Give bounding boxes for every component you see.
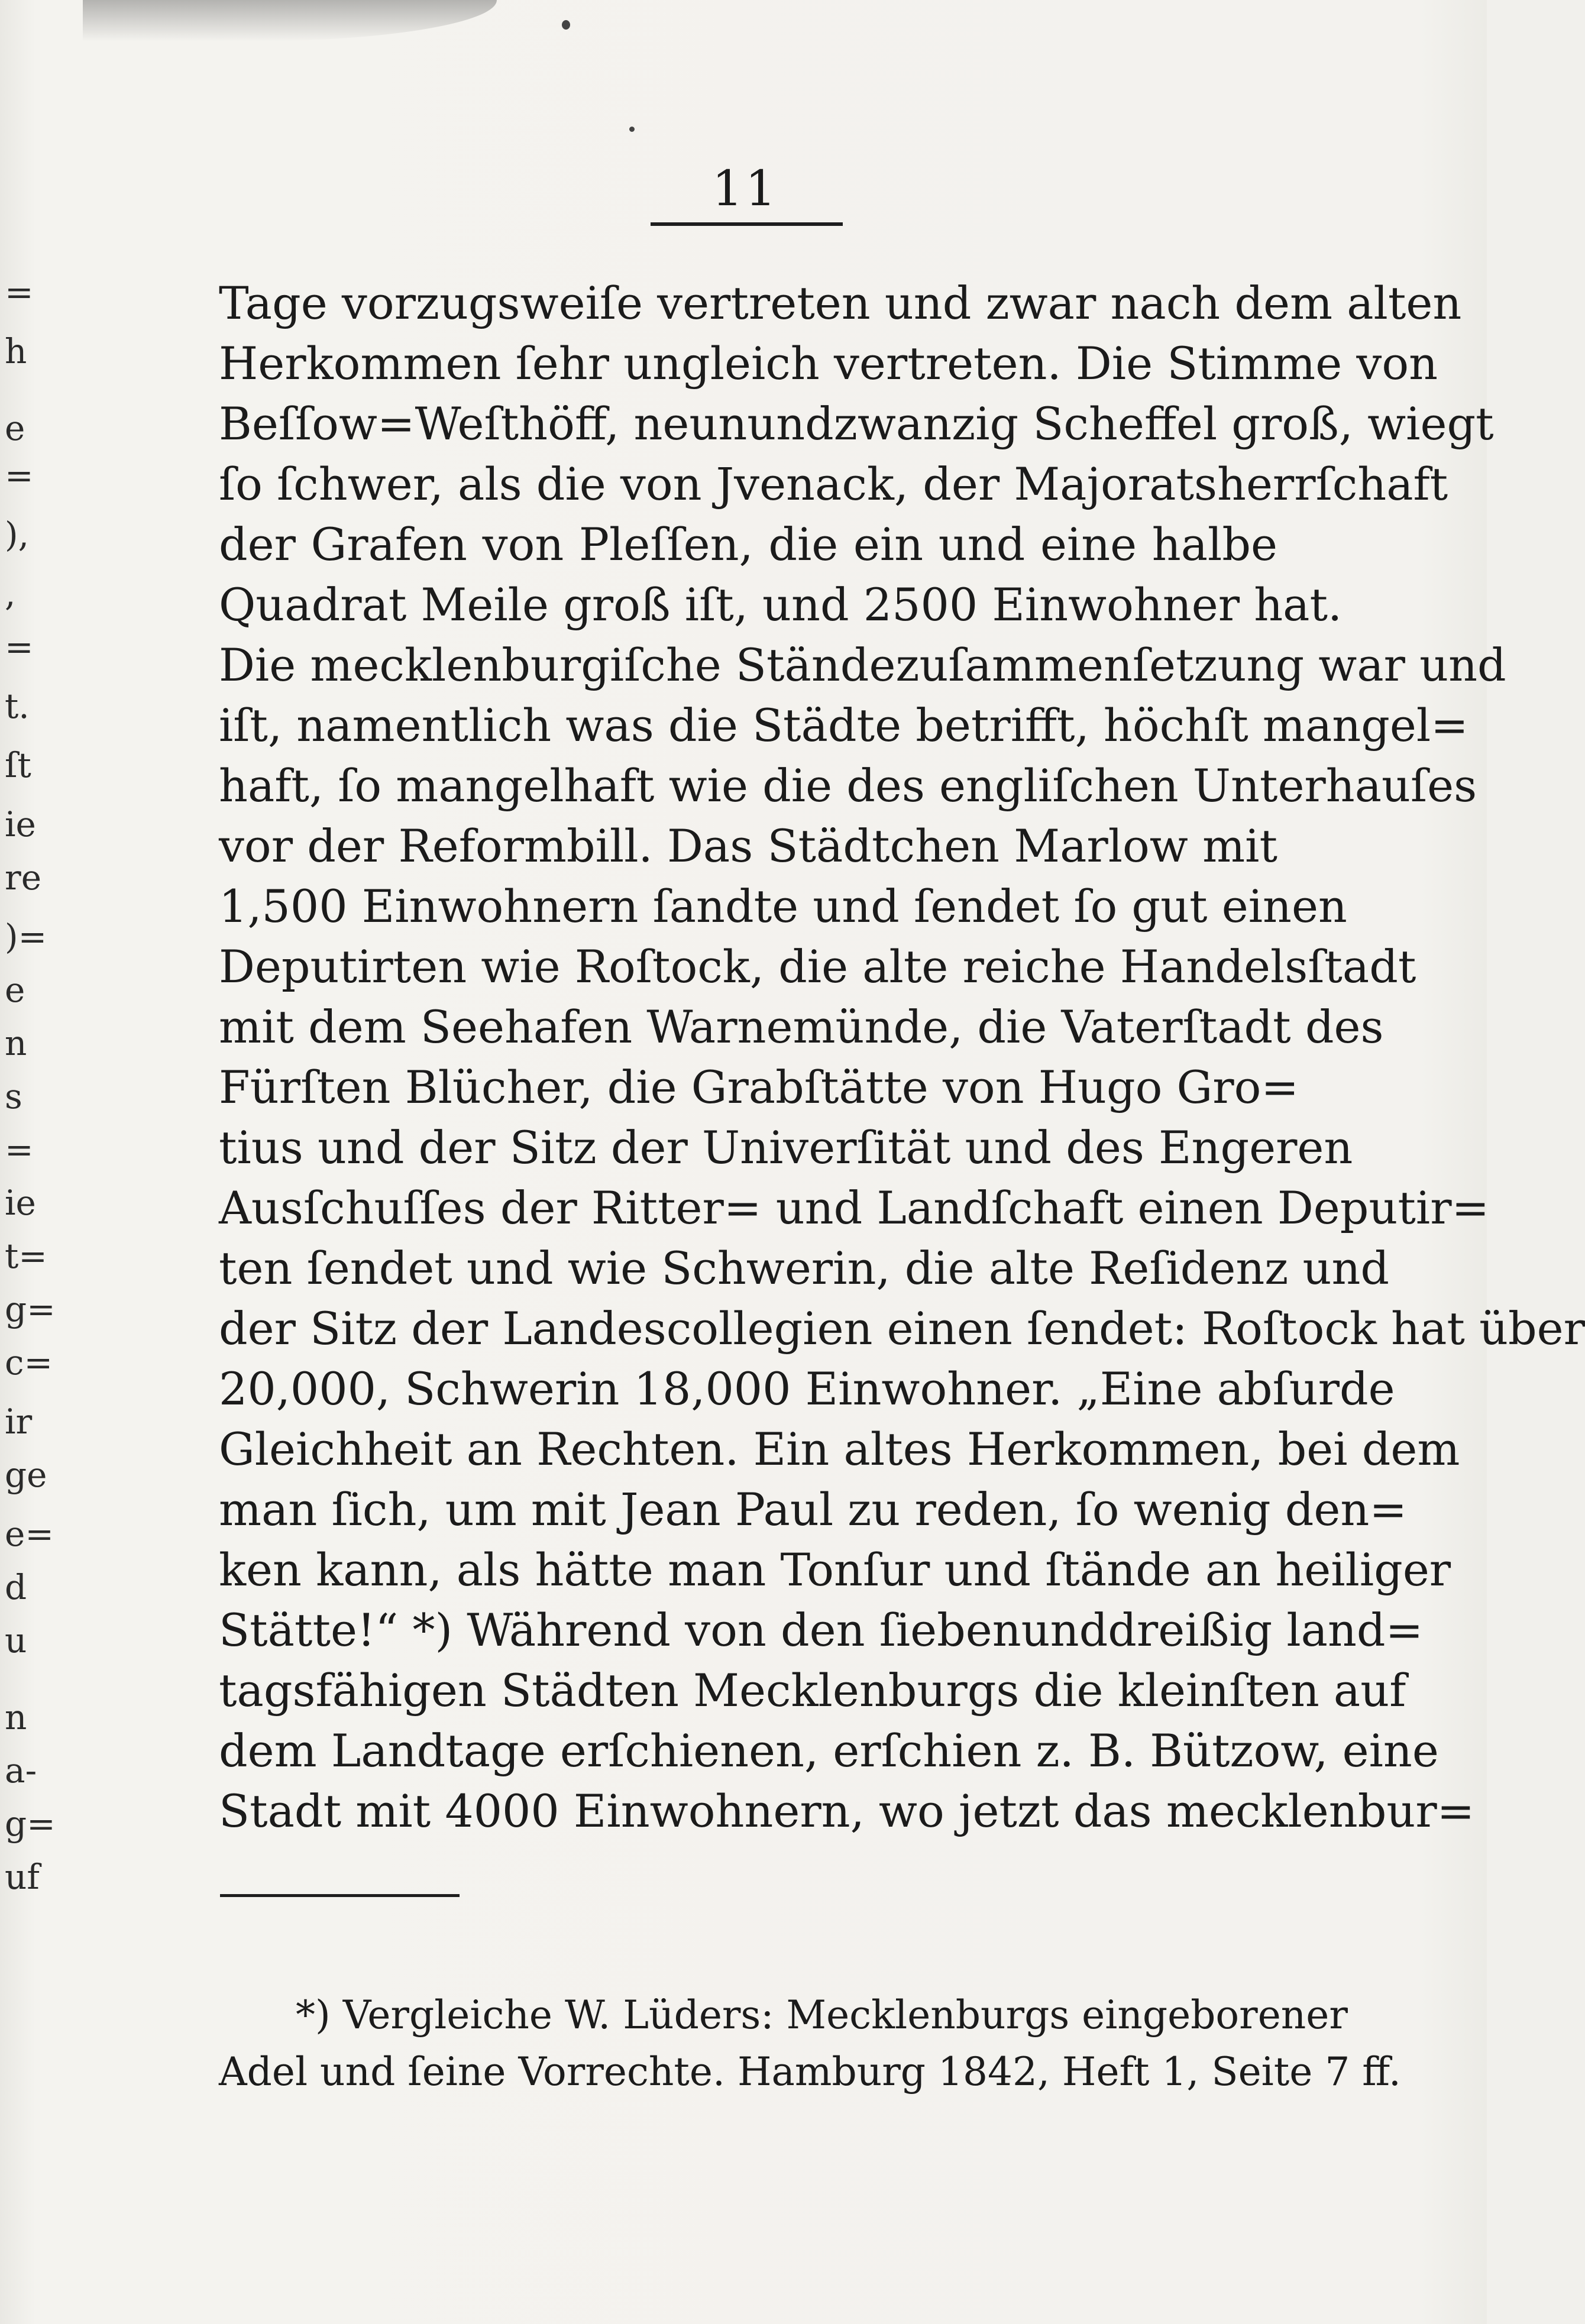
text-line: ken kann, als hätte man Tonſur und ſtände an heiliger bbox=[219, 1543, 1451, 1596]
bleed-fragment: d bbox=[5, 1567, 27, 1607]
bleed-fragment: ſt bbox=[5, 745, 31, 785]
bleed-fragment: ie bbox=[5, 804, 36, 844]
bleed-fragment: t. bbox=[5, 686, 30, 726]
bleed-fragment: g= bbox=[5, 1804, 56, 1844]
scan-shadow bbox=[83, 0, 497, 41]
text-line: Deputirten wie Roſtock, die alte reiche Handelsſtadt bbox=[219, 940, 1416, 993]
text-line: der Grafen von Pleſſen, die ein und eine halbe bbox=[219, 518, 1277, 571]
bleed-fragment: )= bbox=[5, 917, 47, 957]
text-line: Tage vorzugsweiſe vertreten und zwar nach dem alten bbox=[219, 277, 1462, 329]
text-line: Stadt mit 4000 Einwohnern, wo jetzt das mecklenbur= bbox=[219, 1785, 1475, 1837]
text-line: ten ſendet und wie Schwerin, die alte Reſidenz und bbox=[219, 1242, 1390, 1294]
text-line: Die mecklenburgiſche Ständezuſammenſetzung war und bbox=[219, 639, 1506, 691]
text-line: Fürſten Blücher, die Grabſtätte von Hugo Gro= bbox=[219, 1061, 1299, 1114]
text-line: mit dem Seehafen Warnemünde, die Vaterſtadt des bbox=[219, 1001, 1384, 1053]
text-line: tius und der Sitz der Univerſität und des Engeren bbox=[219, 1121, 1353, 1174]
bleed-fragment: = bbox=[5, 455, 34, 496]
bleed-fragment: ir bbox=[5, 1401, 33, 1442]
text-line: Herkommen ſehr ungleich vertreten. Die Stimme von bbox=[219, 337, 1438, 390]
text-line: Gleichheit an Rechten. Ein altes Herkommen, bei dem bbox=[219, 1423, 1460, 1475]
text-line: 1,500 Einwohnern ſandte und ſendet ſo gut einen bbox=[219, 880, 1347, 933]
ink-speck bbox=[629, 127, 635, 132]
bleed-fragment: t= bbox=[5, 1236, 47, 1276]
text-line: iſt, namentlich was die Städte betrifft, höchſt mangel= bbox=[219, 699, 1468, 752]
text-line: Beſſow=Weſthöff, neunundzwanzig Scheffel groß, wiegt bbox=[219, 397, 1494, 450]
text-line: vor der Reformbill. Das Städtchen Marlow mit bbox=[219, 820, 1277, 872]
text-line: ſo ſchwer, als die von Jvenack, der Majoratsherrſchaft bbox=[219, 458, 1448, 510]
text-line: Stätte!“ *) Während von den ſiebenunddreißig land= bbox=[219, 1604, 1424, 1656]
bleed-fragment: = bbox=[5, 627, 34, 667]
bleed-fragment: ie bbox=[5, 1183, 36, 1223]
bleed-fragment: ge bbox=[5, 1455, 47, 1495]
bleed-fragment: e bbox=[5, 408, 25, 448]
footnote-line: Adel und ſeine Vorrechte. Hamburg 1842, Heft 1, Seite 7 ff. bbox=[219, 2049, 1401, 2095]
body-text bbox=[219, 273, 1585, 1841]
bleed-fragment: re bbox=[5, 857, 42, 898]
text-line: haft, ſo mangelhaft wie die des engliſchen Unterhauſes bbox=[219, 759, 1477, 812]
facing-page-bleed bbox=[0, 260, 56, 2034]
text-line: man ſich, um mit Jean Paul zu reden, ſo wenig den= bbox=[219, 1483, 1408, 1536]
bleed-fragment: = bbox=[5, 272, 34, 312]
text-line: tagsfähigen Städten Mecklenburgs die kleinſten auf bbox=[219, 1664, 1406, 1717]
bleed-fragment: , bbox=[5, 574, 16, 614]
bleed-fragment: e= bbox=[5, 1514, 54, 1554]
bleed-fragment: u bbox=[5, 1620, 27, 1661]
text-line: der Sitz der Landescollegien einen ſendet: Roſtock hat über bbox=[219, 1302, 1585, 1355]
text-line: 20,000, Schwerin 18,000 Einwohner. „Eine abſurde bbox=[219, 1362, 1395, 1415]
page-number-rule bbox=[651, 222, 843, 226]
bleed-fragment: c= bbox=[5, 1342, 53, 1383]
text-line: dem Landtage erſchienen, erſchien z. B. Bützow, eine bbox=[219, 1724, 1439, 1777]
bleed-fragment: n bbox=[5, 1023, 27, 1063]
bleed-fragment: a- bbox=[5, 1750, 37, 1791]
ink-speck bbox=[562, 20, 570, 30]
bleed-fragment: ), bbox=[5, 514, 30, 555]
bleed-fragment: n bbox=[5, 1697, 27, 1737]
footnote-line: *) Vergleiche W. Lüders: Mecklenburgs eingeborener bbox=[296, 1992, 1348, 2038]
bleed-fragment: g= bbox=[5, 1289, 56, 1329]
bleed-fragment: e bbox=[5, 970, 25, 1010]
footnote-rule bbox=[220, 1894, 460, 1897]
bleed-fragment: s bbox=[5, 1076, 22, 1116]
text-line: Quadrat Meile groß iſt, und 2500 Einwohner hat. bbox=[219, 578, 1343, 631]
page-number: 11 bbox=[711, 161, 779, 217]
footnote bbox=[219, 1987, 1401, 2100]
bleed-fragment: = bbox=[5, 1129, 34, 1170]
bleed-fragment: h bbox=[5, 331, 27, 371]
text-line: Ausſchuſſes der Ritter= und Landſchaft einen Deputir= bbox=[219, 1182, 1490, 1234]
bleed-fragment: uf bbox=[5, 1857, 40, 1897]
